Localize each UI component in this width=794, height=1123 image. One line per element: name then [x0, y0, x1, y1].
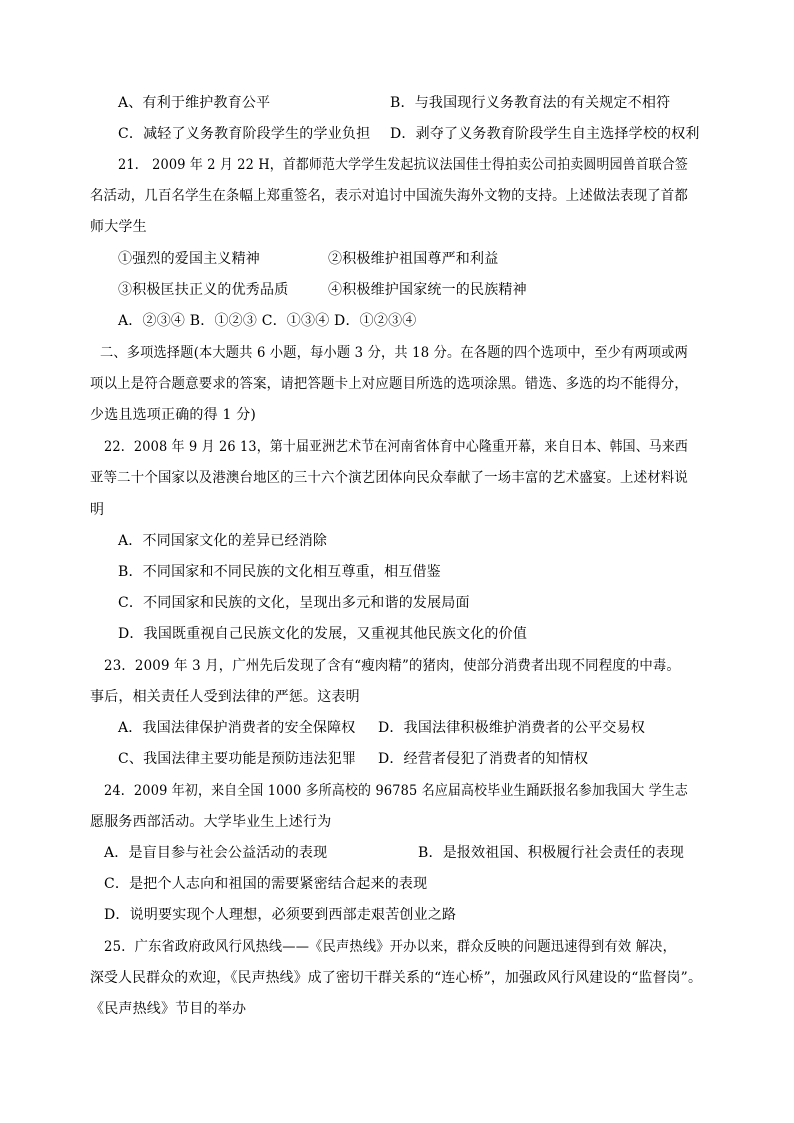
q23-option-a: A．我国法律保护消费者的安全保障权	[118, 720, 356, 736]
q20-option-d: D．剥夺了义务教育阶段学生自主选择学校的权利	[390, 126, 700, 142]
q22-option-b: B．不同国家和不同民族的文化相互尊重，相互借鉴	[118, 564, 441, 580]
q22-option-d: D．我国既重视自己民族文化的发展，又重视其他民族文化的价值	[118, 626, 528, 642]
q22-stem-line-1: 22．2008 年 9 月 26 13，第十届亚洲艺术节在河南省体育中心隆重开幕，来自日本、韩国、马来西	[104, 439, 688, 455]
q22-stem-line-2: 亚等二十个国家以及港澳台地区的三十六个演艺团体向民众奉献了一场丰富的艺术盛宴。上述材料说	[90, 470, 688, 486]
section-2-instructions-line-3: 少选且选项正确的得 1 分)	[90, 407, 257, 423]
q24-option-c: C．是把个人志向和祖国的需要紧密结合起来的表现	[104, 876, 428, 892]
q25-stem-line-3: 《民声热线》节目的举办	[90, 1001, 247, 1017]
q21-item-4: ④积极维护国家统一的民族精神	[328, 282, 527, 298]
q20-option-a: A、有利于维护教育公平	[118, 95, 271, 111]
q23-option-d-second: D．经营者侵犯了消费者的知情权	[378, 751, 589, 767]
q24-stem-line-2: 愿服务西部活动。大学毕业生上述行为	[90, 814, 332, 830]
q21-stem-line-3: 师大学生	[90, 219, 147, 235]
q25-stem-line-2: 深受人民群众的欢迎，《民声热线》成了密切干群关系的“连心桥”，加强政风行风建设的“监督岗”。	[90, 970, 702, 986]
q22-stem-line-3: 明	[90, 502, 105, 518]
q25-stem-line-1: 25．广东省政府政风行风热线——《民声热线》开办以来，群众反映的问题迅速得到有效 解决，	[104, 939, 676, 955]
q23-stem-line-2: 事后，相关责任人受到法律的严惩。这表明	[90, 689, 360, 705]
q22-option-a: A．不同国家文化的差异已经消除	[118, 533, 328, 549]
q24-option-d: D．说明要实现个人理想，必须要到西部走艰苦创业之路	[104, 907, 457, 923]
q21-item-3: ③积极匡扶正义的优秀品质	[118, 282, 289, 298]
q24-option-a: A．是盲目参与社会公益活动的表现	[104, 845, 328, 861]
q24-option-b: B．是报效祖国、积极履行社会责任的表现	[418, 845, 685, 861]
q21-stem-line-1: 21． 2009 年 2 月 22 H，首都师范大学学生发起抗议法国佳士得拍卖公司拍卖圆明园兽首联合签	[118, 157, 688, 173]
q21-stem-line-2: 名活动，几百名学生在条幅上郑重签名，表示对追讨中国流失海外文物的支持。上述做法表现了首都	[90, 188, 688, 204]
q21-choices: A．②③④ B．①②③ C．①③④ D．①②③④	[118, 313, 417, 329]
q23-stem-line-1: 23．2009 年 3 月，广州先后发现了含有“瘦肉精”的猪肉，使部分消费者出现不同程度的中毒。	[104, 658, 680, 674]
q22-option-c: C．不同国家和民族的文化，呈现出多元和谐的发展局面	[118, 595, 470, 611]
section-2-instructions-line-1: 二、多项选择题(本大题共 6 小题，每小题 3 分，共 18 分。在各题的四个选项中，至少有两项或两	[100, 345, 688, 361]
q20-option-b: B．与我国现行义务教育法的有关规定不相符	[390, 95, 671, 111]
q20-option-c: C．减轻了义务教育阶段学生的学业负担	[118, 126, 371, 142]
q24-stem-line-1: 24．2009 年初，来自全国 1000 多所高校的 96785 名应届高校毕业生踊跃报名参加我国大 学生志	[104, 783, 688, 799]
q21-item-1: ①强烈的爱国主义精神	[118, 251, 260, 267]
q21-item-2: ②积极维护祖国尊严和利益	[328, 251, 499, 267]
q23-option-d-first: D．我国法律积极维护消费者的公平交易权	[378, 720, 646, 736]
section-2-instructions-line-2: 项以上是符合题意要求的答案，请把答题卡上对应题目所选的选项涂黑。错选、多选的均不能得分，	[90, 376, 688, 392]
q23-option-c: C、我国法律主要功能是预防违法犯罪	[118, 751, 357, 767]
